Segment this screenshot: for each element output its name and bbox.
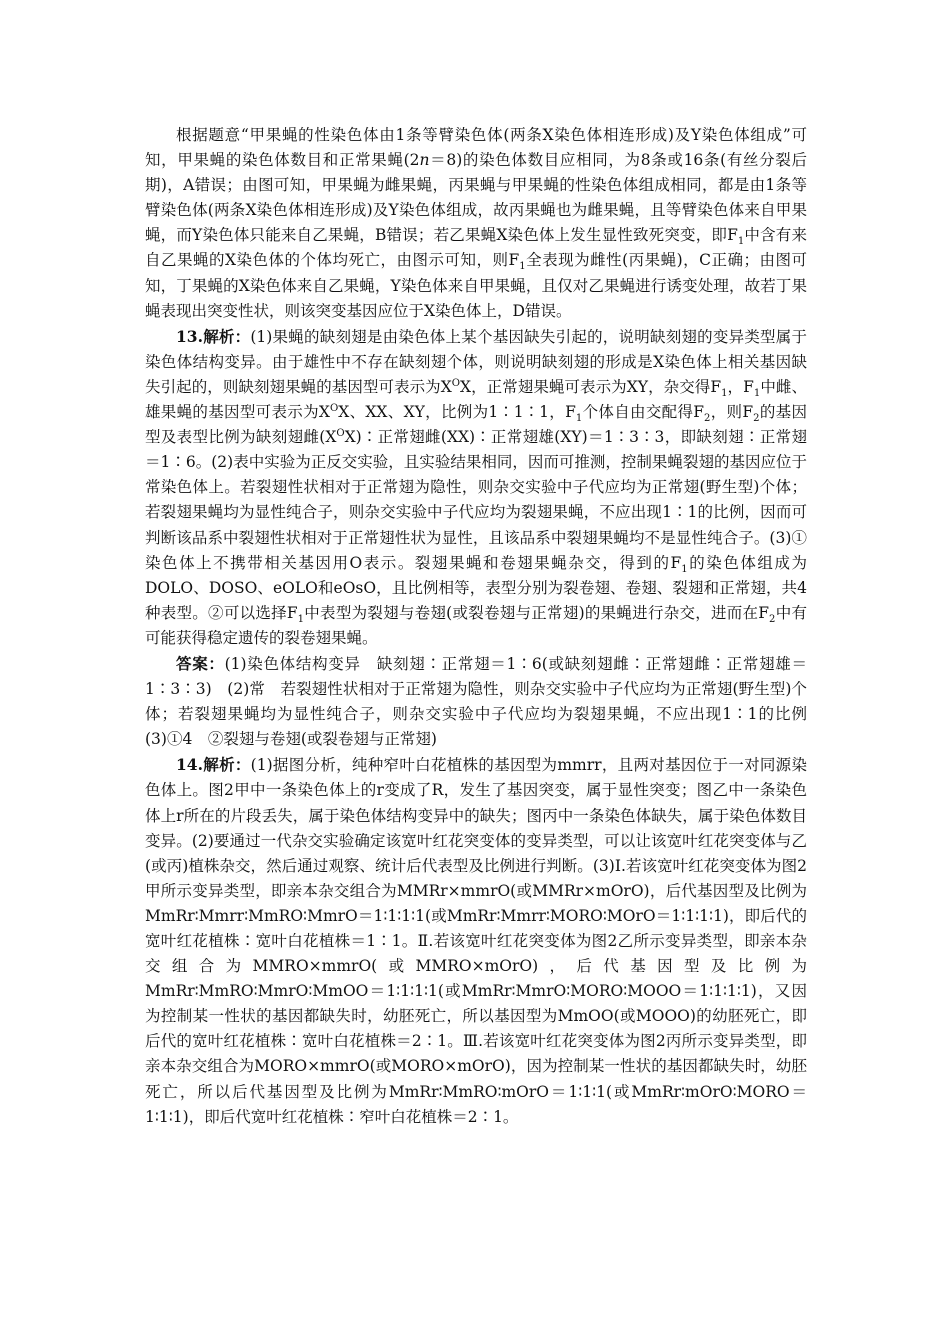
- paragraph-body: [145, 126, 807, 320]
- text-sub: 1: [753, 388, 761, 400]
- text-sub: 1: [519, 261, 526, 273]
- paragraph-13-analysis: [145, 324, 807, 651]
- text-sub: 2: [704, 413, 711, 425]
- text-i: n: [419, 151, 430, 170]
- paragraph-body: [145, 328, 807, 647]
- answer-explanation-page: [145, 122, 823, 1130]
- paragraph-label: 答案：: [176, 653, 225, 673]
- text-run: 中表型为裂翅与卷翅(或裂卷翅与正常翅)的果蝇进行杂交，进而在F: [304, 603, 770, 622]
- text-run: ，F: [727, 377, 754, 396]
- text-sup: O: [329, 402, 339, 414]
- paragraph-13-answer: [145, 651, 823, 752]
- text-run: X、XX、XY，比例为1∶1∶1，F: [338, 403, 576, 422]
- paragraph-body: [145, 756, 807, 1125]
- text-run: 的染色体组成为DOLO、DOSO、eOLO和eOsO，且比例相等，表型分别为裂卷翅、卷翅、裂翅和正常翅，共4种表型。②可以选择F: [145, 553, 807, 622]
- text-sub: 1: [721, 388, 728, 400]
- text-run: 个体自由交配得F: [582, 403, 705, 422]
- text-run: ，则F: [710, 403, 754, 422]
- text-sub: 2: [769, 613, 776, 625]
- paragraph-label: 13.解析：: [176, 326, 251, 346]
- text-run: 全表现为雌性(丙果蝇)，C正确；由图可知，丁果蝇的X染色体来自乙果蝇，Y染色体来自甲果蝇，且仅对乙果蝇进行诱变处理，故若丁果蝇表现出突变性状，则该突变基因应位于X染色体上，D错误。: [145, 251, 807, 320]
- text-sup: O: [336, 427, 345, 439]
- paragraph-12-continued: [145, 122, 807, 324]
- text-sub: 1: [681, 563, 688, 575]
- text-sub: 1: [737, 236, 745, 248]
- paragraph-14-analysis: [145, 752, 807, 1129]
- text-run: (1)据图分析，纯种窄叶白花植株的基因型为mmrr，且两对基因位于一对同源染色体上。图2甲中一条染色体上的r变成了R，发生了基因突变，属于显性突变；图乙中一条染色体上r所在的片段丢失，属于染色体结构变异中的缺失；图丙中一条染色体缺失，属于染色体数目变异。(2)要通过一代杂交实验确定该宽叶红花突变体的变异类型，可以让该宽叶红花突变体与乙(或丙)植株杂交，然后通过观察、统计后代表型及比例进行判断。(3)Ⅰ.若该宽叶红花突变体为图2甲所示变异类型，即亲本杂交组合为MMRr×mmrO(或MMRr×mOrO)，后代基因型及比例为MmRr∶Mmrr∶MmRO∶MmrO＝1∶1∶1∶1(或MmRr∶Mmrr∶MORO∶MOrO＝1∶1∶1∶1)，即后代的宽叶红花植株∶宽叶白花植株＝1∶1。Ⅱ.若该宽叶红花突变体为图2乙所示变异类型，即亲本杂交组合为MMRO×mmrO(或MMRO×mOrO)，后代基因型及比例为MmRr∶MmRO∶MmrO∶MmOO＝1∶1∶1∶1(或MmRr∶MmrO∶MORO∶MOOO＝1∶1∶1∶1)，又因为控制某一性状的基因都缺失时，幼胚死亡，所以基因型为MmOO(或MOOO)的幼胚死亡，即后代的宽叶红花植株∶宽叶白花植株＝2∶1。Ⅲ.若该宽叶红花突变体为图2丙所示变异类型，即亲本杂交组合为MORO×mmrO(或MORO×mOrO)，因为控制某一性状的基因都缺失时，幼胚死亡，所以后代基因型及比例为MmRr∶MmRO∶mOrO＝1∶1∶1(或MmRr∶mOrO∶MORO＝1∶1∶1)，即后代宽叶红花植株∶窄叶白花植株＝2∶1。: [145, 756, 807, 1126]
- text-sup: O: [451, 377, 460, 389]
- text-run: 根据题意“甲果蝇的性染色体由1条等臂染色体(两条X染色体相连形成)及Y染色体组成”可知，甲果蝇的染色体数目和正常果蝇(2: [145, 126, 807, 170]
- text-run: ＝8)的染色体数目应相同，为8条或16条(有丝分裂后期)，A错误；由图可知，甲果蝇为雌果蝇，丙果蝇与甲果蝇的性染色体组成相同，都是由1条等臂染色体(两条X染色体相连形成)及Y染色体组成，故丙果蝇也为雌果蝇，且等臂染色体来自甲果蝇，而Y染色体只能来自乙果蝇，B错误；若乙果蝇X染色体上发生显性致死突变，即F: [145, 151, 807, 245]
- text-sub: 1: [297, 613, 305, 625]
- text-run: 中雌、雄果蝇的基因型可表示为X: [145, 377, 807, 422]
- text-run: (1)果蝇的缺刻翅是由染色体上某个基因缺失引起的，说明缺刻翅的变异类型属于染色体结构变异。由于雄性中不存在缺刻翅个体，则说明缺刻翅的形成是X染色体上相关基因缺失引起的，则缺刻翅果蝇的基因型可表示为X: [145, 327, 807, 396]
- text-run: X)∶正常翅雌(XX)∶正常翅雄(XY)＝1∶3∶3，即缺刻翅∶正常翅＝1∶6。(2)表中实验为正反交实验，且实验结果相同，因而可推测，控制果蝇裂翅的基因应位于常染色体上。若裂翅性状相对于正常翅为隐性，则杂交实验中子代应均为正常翅(野生型)个体；若裂翅果蝇均为显性纯合子，则杂交实验中子代应均为裂翅果蝇，不应出现1∶1的比例，因而可判断该品系中裂翅性状相对于正常翅性状为显性，且该品系中裂翅果蝇均不是显性纯合子。(3)① 染色体上不携带相关基因用O表示。裂翅果蝇和卷翅果蝇杂交，得到的F: [145, 428, 807, 572]
- paragraph-body: [145, 655, 823, 748]
- text-sub: 1: [575, 413, 583, 425]
- text-run: (1)染色体结构变异 缺刻翅∶正常翅＝1∶6(或缺刻翅雌∶正常翅雌∶正常翅雄＝1∶3∶3) (2)常 若裂翅性状相对于正常翅为隐性，则杂交实验中子代应均为正常翅(野生型)个体；若裂翅果蝇均为显性纯合子，则杂交实验中子代应均为裂翅果蝇，不应出现1∶1的比例 (3)①4 ②裂翅与卷翅(或裂卷翅与正常翅): [145, 654, 823, 749]
- text-sub: 2: [753, 413, 760, 425]
- text-run: X，正常翅果蝇可表示为XY，杂交得F: [460, 377, 722, 396]
- text-run: 中有可能获得稳定遗传的裂卷翅果蝇。: [145, 603, 807, 647]
- paragraph-label: 14.解析：: [176, 755, 251, 775]
- text-run: 的基因型及表型比例为缺刻翅雌(X: [145, 403, 807, 447]
- text-run: 中含有来自乙果蝇的X染色体的个体均死亡，由图示可知，则F: [145, 226, 807, 270]
